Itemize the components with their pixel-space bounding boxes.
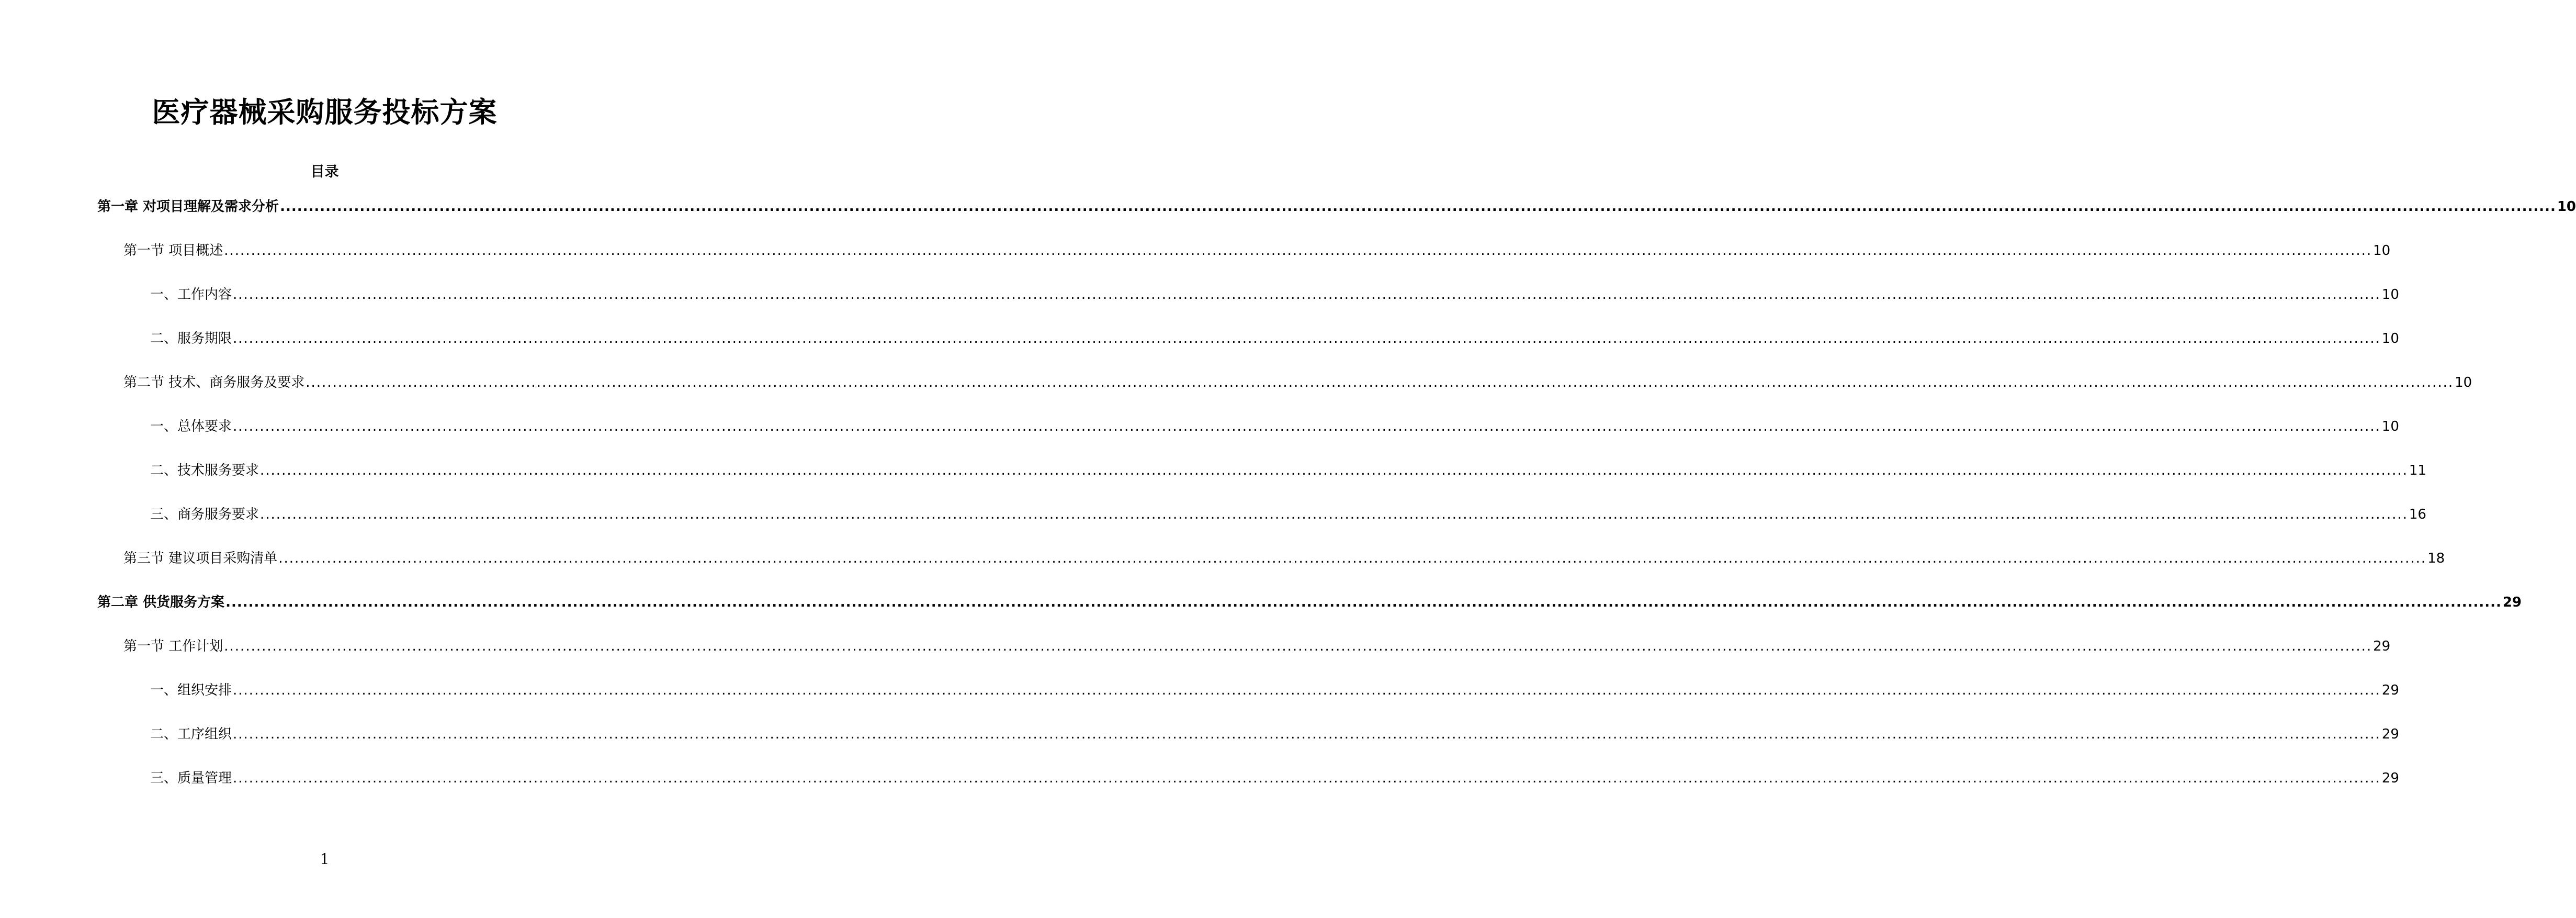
toc-entry-page: 18 xyxy=(2427,551,2445,566)
toc-dot-leader: ................................................................................................................................................................................................................................................................................................................................................................................................................ xyxy=(260,463,2408,478)
toc-dot-leader: ................................................................................................................................................................................................................................................................................................................................................................................................................ xyxy=(225,595,2502,610)
toc-entry-level-3[interactable] xyxy=(150,416,2399,437)
toc-entry-label: 三、商务服务要求 xyxy=(150,507,259,522)
toc-entry-label: 二、技术服务要求 xyxy=(150,463,259,478)
toc-dot-leader: ................................................................................................................................................................................................................................................................................................................................................................................................................ xyxy=(260,507,2408,522)
toc-entry-level-3[interactable] xyxy=(150,768,2399,789)
toc-entry-level-3[interactable] xyxy=(150,504,2426,525)
toc-entry-page: 29 xyxy=(2381,770,2399,786)
toc-entry-label: 第三节 建议项目采购清单 xyxy=(123,551,278,566)
toc-dot-leader: ................................................................................................................................................................................................................................................................................................................................................................................................................ xyxy=(233,770,2381,786)
toc-dot-leader: ................................................................................................................................................................................................................................................................................................................................................................................................................ xyxy=(233,682,2381,698)
toc-dot-leader: ................................................................................................................................................................................................................................................................................................................................................................................................................ xyxy=(224,243,2372,259)
toc-entry-level-3[interactable] xyxy=(150,328,2399,349)
toc-entry-level-2[interactable] xyxy=(123,636,2391,657)
toc-entry-page: 16 xyxy=(2409,507,2426,522)
document-title: 医疗器械采购服务投标方案 xyxy=(152,96,498,129)
toc-dot-leader: ................................................................................................................................................................................................................................................................................................................................................................................................................ xyxy=(233,419,2381,434)
toc-entry-label: 一、总体要求 xyxy=(150,419,232,434)
toc-dot-leader: ................................................................................................................................................................................................................................................................................................................................................................................................................ xyxy=(233,726,2381,742)
toc-entry-page: 11 xyxy=(2409,463,2426,478)
toc-entry-label: 第一章 对项目理解及需求分析 xyxy=(97,199,279,215)
page-number: 1 xyxy=(320,850,330,868)
toc-entry-page: 29 xyxy=(2373,639,2391,654)
toc-entry-level-3[interactable] xyxy=(150,284,2399,305)
toc-entry-level-3[interactable] xyxy=(150,460,2426,481)
toc-dot-leader: ................................................................................................................................................................................................................................................................................................................................................................................................................ xyxy=(280,199,2556,215)
toc-entry-level-1[interactable] xyxy=(97,196,2576,217)
toc-entry-label: 一、工作内容 xyxy=(150,287,232,303)
toc-entry-level-2[interactable] xyxy=(123,240,2391,261)
toc-entry-level-3[interactable] xyxy=(150,724,2399,745)
toc-entry-page: 10 xyxy=(2373,243,2391,259)
toc-entry-label: 第一节 项目概述 xyxy=(123,243,223,259)
toc-entry-label: 二、工序组织 xyxy=(150,726,232,742)
toc-entry-label: 二、服务期限 xyxy=(150,331,232,346)
toc-entry-page: 10 xyxy=(2381,331,2399,346)
toc-entry-page: 29 xyxy=(2502,595,2522,610)
toc-entry-label: 第二节 技术、商务服务及要求 xyxy=(123,375,305,390)
toc-entry-label: 三、质量管理 xyxy=(150,770,232,786)
toc-entry-level-2[interactable] xyxy=(123,548,2445,569)
toc-dot-leader: ................................................................................................................................................................................................................................................................................................................................................................................................................ xyxy=(306,375,2454,390)
toc-entry-page: 10 xyxy=(2557,199,2576,215)
toc-entry-level-3[interactable] xyxy=(150,680,2399,701)
toc-dot-leader: ................................................................................................................................................................................................................................................................................................................................................................................................................ xyxy=(233,331,2381,346)
toc-entry-page: 29 xyxy=(2381,726,2399,742)
toc-entry-page: 10 xyxy=(2455,375,2472,390)
toc-entry-label: 一、组织安排 xyxy=(150,682,232,698)
toc-entry-page: 10 xyxy=(2381,419,2399,434)
toc-entry-level-1[interactable] xyxy=(97,592,2522,613)
toc-entry-label: 第二章 供货服务方案 xyxy=(97,595,225,610)
toc-dot-leader: ................................................................................................................................................................................................................................................................................................................................................................................................................ xyxy=(278,551,2427,566)
toc-dot-leader: ................................................................................................................................................................................................................................................................................................................................................................................................................ xyxy=(233,287,2381,303)
toc-entry-page: 10 xyxy=(2381,287,2399,303)
toc-dot-leader: ................................................................................................................................................................................................................................................................................................................................................................................................................ xyxy=(224,639,2372,654)
toc-entry-page: 29 xyxy=(2381,682,2399,698)
toc-entry-level-2[interactable] xyxy=(123,372,2472,393)
toc-entry-label: 第一节 工作计划 xyxy=(123,639,223,654)
toc-heading: 目录 xyxy=(310,164,339,180)
